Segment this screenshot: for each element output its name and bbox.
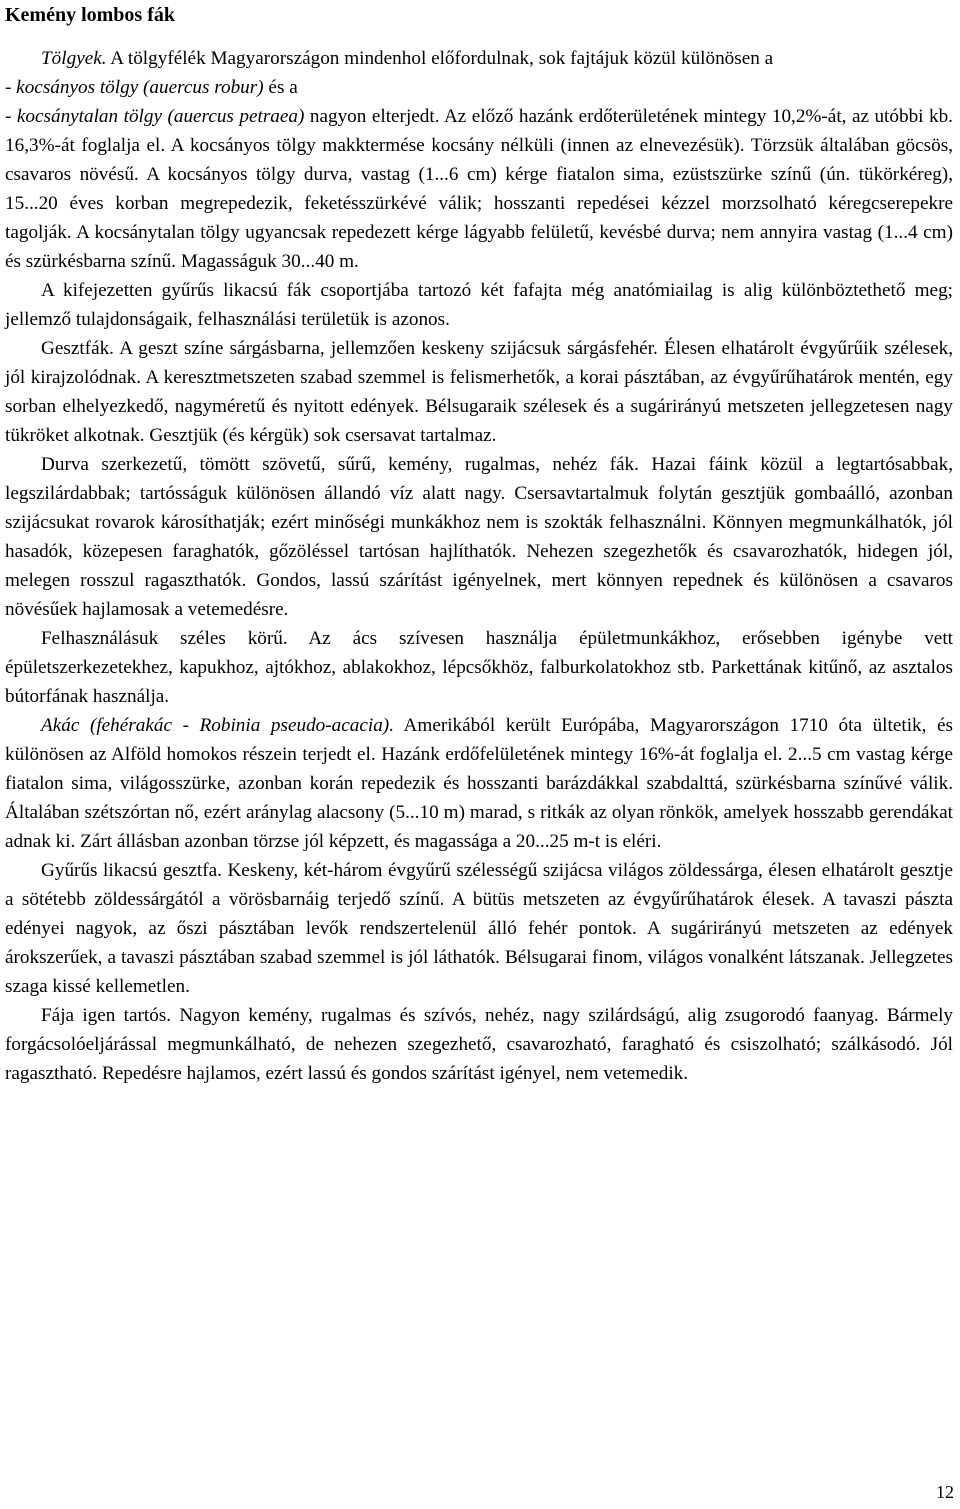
oak-title: Tölgyek. [41, 48, 107, 69]
oak-species-2-name: - kocsánytalan tölgy (auercus petraea) [5, 106, 305, 127]
oak-intro-paragraph [5, 44, 953, 73]
acacia-properties-paragraph: Fája igen tartós. Nagyon kemény, rugalmas és szívós, nehéz, nagy szilárdságú, alig zsugorodó faanyag. Bármely forgácsolóeljárással megmunkálható, de nehezen szegezhető, csavarozható, faragható és csiszolható; szálkásodó. Jól ragasztható. Repedésre hajlamos, ezért lassú és gondos szárítást igényel, nem vetemedik. [5, 1005, 953, 1084]
oak-usage-paragraph: Felhasználásuk széles körű. Az ács szívesen használja épületmunkákhoz, erősebben igénybe vett épületszerkezetekhez, kapukhoz, ajtókhoz, ablakokhoz, lépcsőkhöz, falburkolatokhoz stb. Parkettának kitűnő, az asztalos bútorfának használja. [5, 628, 953, 707]
acacia-intro-paragraph [5, 711, 953, 856]
oak-species-1-name: - kocsányos tölgy (auercus robur) [5, 77, 264, 98]
oak-species-1-tail: és a [263, 77, 298, 98]
oak-heartwood-paragraph: Gesztfák. A geszt színe sárgásbarna, jellemzően keskeny szijácsuk sárgásfehér. Élesen elhatárolt évgyűrűik szélesek, jól kirajzolódnak. A keresztmetszeten szabad szemmel is felismerhetők, a korai pásztában, az évgyűrűhatárok mentén, egy sorban elhelyezkedő, nagyméretű és nyitott edények. Bélsugaraik szélesek és a sugárirányú metszeten jellegzetesen nagy tükröket alkotnak. Gesztjük (és kérgük) sok csersavat tartalmaz. [5, 338, 953, 446]
oak-species-2-text: nagyon elterjedt. Az előző hazánk erdőterületének mintegy 10,2%-át, az utóbbi kb. 16,3%-át foglalja el. A kocsányos tölgy makktermése kocsány nélküli (innen az elnevezésük). Törzsük általában göcsös, csavaros növésű. A kocsányos tölgy durva, vastag (1...6 cm) kérge fiatalon sima, ezüstszürke színű (ún. tükörkéreg), 15...20 éves korban megrepedezik, feketésszürkévé válik; hosszanti repedései kézzel morzsolható kéregcserepekre tagolják. A kocsánytalan tölgy ugyancsak repedezett kérge lágyabb felületű, kevésbé durva; nem annyira vastag (1...4 cm) és szürkésbarna színű. Magasságuk 30...40 m. [5, 106, 953, 272]
acacia-title: Akác (fehérakác - Robinia pseudo-acacia). [41, 715, 394, 736]
section-heading: Kemény lombos fák [5, 4, 175, 26]
oak-anatomy-paragraph: A kifejezetten gyűrűs likacsú fák csoportjába tartozó két fafajta még anatómiailag is alig különböztethető meg; jellemző tulajdonságaik, felhasználási területük is azonos. [5, 280, 953, 330]
page-number: 12 [936, 1482, 954, 1502]
acacia-wood-paragraph: Gyűrűs likacsú gesztfa. Keskeny, két-három évgyűrű szélességű szijácsa világos zöldessárga, élesen elhatárolt gesztje a sötétebb zöldessárgától a vörösbarnáig terjedő színű. A bütüs metszeten az évgyűrűhatárok élesek. A tavaszi pászta edényei nagyok, az őszi pásztában levők rendszertelenül álló fehér pontok. A sugárirányú metszeten az edények árokszerűek, a tavaszi pásztában szabad szemmel is jól láthatók. Bélsugarai finom, világos vonalként látszanak. Jellegzetes szaga kissé kellemetlen. [5, 860, 953, 997]
oak-intro-text: A tölgyfélék Magyarországon mindenhol előfordulnak, sok fajtájuk közül különösen a [106, 48, 774, 69]
acacia-intro-text: Amerikából került Európába, Magyarországon 1710 óta ültetik, és különösen az Alföld homokos részein terjedt el. Hazánk erdőfelületének mintegy 16%-át foglalja el. 2...5 cm vastag kérge fiatalon sima, világosszürke, azonban korán repedezik és hosszanti barázdákkal szabdalttá, szürkésbarna színűvé válik. Általában szétszórtan nő, ezért aránylag alacsony (5...10 m) marad, s ritkák az olyan rönkök, amelyek hosszabb gerendákat adnak ki. Zárt állásban azonban törzse jól képzett, és magassága a 20...25 m-t is eléri. [5, 715, 953, 852]
oak-species-1 [5, 73, 953, 102]
oak-species-2 [5, 102, 953, 276]
oak-properties-paragraph: Durva szerkezetű, tömött szövetű, sűrű, kemény, rugalmas, nehéz fák. Hazai fáink közül a legtartósabbak, legszilárdabbak; tartósságuk különösen állandó víz alatt nagy. Csersavtartalmuk folytán gesztjük gombaálló, azonban szijácsukat rovarok károsíthatják; ezért minőségi munkákhoz nem is szokták felhasználni. Könnyen megmunkálhatók, jól hasadók, közepesen faraghatók, gőzöléssel tartósan hajlíthatók. Nehezen szegezhetők és csavarozhatók, hidegen jól, melegen rosszul ragaszthatók. Gondos, lassú szárítást igényelnek, mert könnyen repednek és különösen a csavaros növésűek hajlamosak a vetemedésre. [5, 454, 953, 620]
document-page [5, 0, 953, 1088]
